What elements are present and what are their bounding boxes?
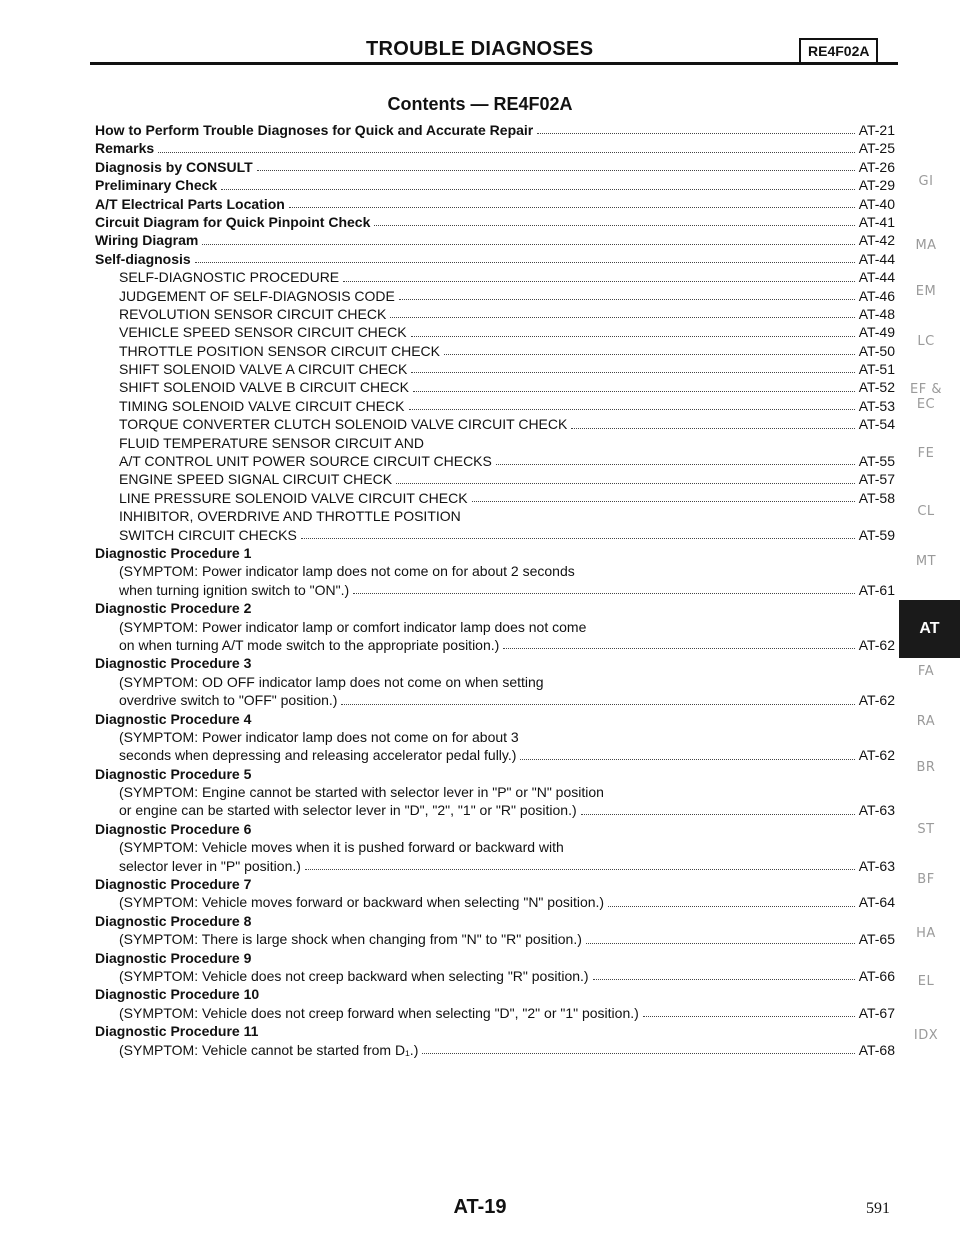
toc-entry[interactable] [95, 857, 895, 875]
dot-leader [593, 979, 855, 980]
toc-entry-page: AT-62 [858, 692, 895, 709]
toc-entry[interactable] [95, 213, 895, 231]
toc-entry-page: AT-21 [858, 121, 895, 138]
toc-entry-page: AT-65 [858, 931, 895, 948]
toc-entry-title: TIMING SOLENOID VALVE CIRCUIT CHECK [119, 397, 405, 414]
dot-leader [374, 225, 854, 226]
toc-entry[interactable] [95, 378, 895, 396]
dot-leader [301, 538, 855, 539]
toc-entry-title: LINE PRESSURE SOLENOID VALVE CIRCUIT CHECK [119, 489, 468, 506]
toc-entry-page: AT-50 [858, 342, 895, 359]
toc-entry-title: Circuit Diagram for Quick Pinpoint Check [95, 213, 371, 230]
toc-entry-title: (SYMPTOM: Power indicator lamp does not come on for about 3 [119, 728, 519, 745]
dot-leader [537, 133, 854, 134]
dot-leader [413, 391, 855, 392]
toc-entry-title: INHIBITOR, OVERDRIVE AND THROTTLE POSITION [119, 508, 461, 525]
toc-entry[interactable] [95, 1022, 895, 1040]
dot-leader [581, 814, 855, 815]
toc-entry-title: SWITCH CIRCUIT CHECKS [119, 526, 297, 543]
toc-entry-title: (SYMPTOM: Power indicator lamp or comfort indicator lamp does not come [119, 618, 587, 635]
toc-entry[interactable] [95, 489, 895, 507]
dot-leader [305, 869, 855, 870]
section-tab-at[interactable]: AT [899, 600, 960, 658]
toc-entry-title: Wiring Diagram [95, 232, 199, 249]
toc-entry[interactable] [95, 415, 895, 433]
dot-leader [257, 170, 855, 171]
dot-leader [586, 943, 855, 944]
toc-entry[interactable] [95, 526, 895, 544]
dot-leader [643, 1016, 855, 1017]
toc-entry[interactable] [95, 562, 895, 580]
toc-entry-title: on when turning A/T mode switch to the appropriate position.) [119, 636, 500, 653]
toc-entry-title: Diagnostic Procedure 10 [95, 986, 260, 1003]
section-tab[interactable]: CL [917, 504, 935, 519]
dot-leader [341, 704, 854, 705]
toc-entry-title: TORQUE CONVERTER CLUTCH SOLENOID VALVE CIRCUIT CHECK [119, 416, 568, 433]
toc-entry-title: or engine can be started with selector lever in "D", "2", "1" or "R" position.) [119, 802, 577, 819]
dot-leader [195, 262, 855, 263]
toc-entry[interactable] [95, 930, 895, 948]
section-tab[interactable]: MT [915, 554, 937, 569]
section-tab[interactable]: BF [917, 872, 935, 887]
toc-entry[interactable] [95, 893, 895, 911]
section-tab[interactable]: BR [916, 760, 936, 775]
toc-entry[interactable] [95, 305, 895, 323]
toc-entry[interactable] [95, 287, 895, 305]
dot-leader [409, 409, 855, 410]
toc-entry[interactable] [95, 949, 895, 967]
toc-entry[interactable] [95, 967, 895, 985]
dot-leader [353, 593, 855, 594]
table-of-contents [95, 121, 895, 1059]
toc-entry-page: AT-25 [858, 140, 895, 157]
dot-leader [472, 501, 855, 502]
section-tab[interactable]: ST [917, 822, 935, 837]
toc-entry-page: AT-62 [858, 747, 895, 764]
dot-leader [221, 189, 855, 190]
toc-entry-title: REVOLUTION SENSOR CIRCUIT CHECK [119, 305, 387, 322]
toc-entry[interactable] [95, 654, 895, 672]
toc-entry-title: Diagnostic Procedure 1 [95, 544, 252, 561]
toc-entry-title: Diagnostic Procedure 5 [95, 765, 252, 782]
dot-leader [608, 906, 855, 907]
toc-entry[interactable] [95, 434, 895, 452]
toc-entry[interactable] [95, 121, 895, 139]
toc-entry-title: selector lever in "P" position.) [119, 857, 301, 874]
toc-entry-title: SELF-DIAGNOSTIC PROCEDURE [119, 269, 340, 286]
toc-entry-page: AT-41 [858, 213, 895, 230]
dot-leader [422, 1053, 854, 1054]
dot-leader [571, 428, 854, 429]
toc-entry-title: FLUID TEMPERATURE SENSOR CIRCUIT AND [119, 434, 424, 451]
toc-entry[interactable] [95, 1004, 895, 1022]
toc-entry[interactable] [95, 673, 895, 691]
toc-entry-title: Diagnostic Procedure 9 [95, 949, 252, 966]
toc-entry[interactable] [95, 250, 895, 268]
toc-entry[interactable] [95, 765, 895, 783]
toc-entry-page: AT-61 [858, 581, 895, 598]
section-tab[interactable]: GI [918, 174, 934, 189]
toc-entry[interactable] [95, 397, 895, 415]
toc-entry[interactable] [95, 746, 895, 764]
toc-entry-page: AT-67 [858, 1004, 895, 1021]
toc-entry-title: seconds when depressing and releasing accelerator pedal fully.) [119, 747, 517, 764]
toc-entry[interactable] [95, 691, 895, 709]
toc-entry[interactable] [95, 618, 895, 636]
toc-entry[interactable] [95, 470, 895, 488]
contents-title: Contents — RE4F02A [387, 94, 573, 114]
toc-entry-page: AT-26 [858, 158, 895, 175]
toc-entry-title: SHIFT SOLENOID VALVE B CIRCUIT CHECK [119, 379, 409, 396]
toc-entry-title: JUDGEMENT OF SELF-DIAGNOSIS CODE [119, 287, 395, 304]
toc-entry[interactable] [95, 912, 895, 930]
toc-entry-page: AT-54 [858, 416, 895, 433]
toc-entry[interactable] [95, 599, 895, 617]
toc-entry-page: AT-29 [858, 177, 895, 194]
toc-entry-title: Diagnostic Procedure 6 [95, 820, 252, 837]
toc-entry-title: Self-diagnosis [95, 250, 191, 267]
toc-entry[interactable] [95, 710, 895, 728]
toc-entry-page: AT-46 [858, 287, 895, 304]
toc-entry[interactable] [95, 581, 895, 599]
dot-leader [503, 648, 854, 649]
toc-entry[interactable] [95, 636, 895, 654]
toc-entry-title: (SYMPTOM: Engine cannot be started with selector lever in "P" or "N" position [119, 784, 604, 801]
toc-entry-title: VEHICLE SPEED SENSOR CIRCUIT CHECK [119, 324, 407, 341]
toc-entry-page: AT-51 [858, 361, 895, 378]
section-tab[interactable]: EF & EC [910, 382, 942, 412]
toc-entry[interactable] [95, 176, 895, 194]
page-label: AT-19 [453, 1196, 507, 1218]
toc-entry-page: AT-68 [858, 1041, 895, 1058]
toc-entry-page: AT-52 [858, 379, 895, 396]
toc-entry-page: AT-62 [858, 636, 895, 653]
toc-entry-title: A/T Electrical Parts Location [95, 195, 285, 212]
toc-entry-title: (SYMPTOM: OD OFF indicator lamp does not come on when setting [119, 673, 544, 690]
toc-entry-title: (SYMPTOM: There is large shock when changing from "N" to "R" position.) [119, 931, 582, 948]
toc-entry-title: (SYMPTOM: Vehicle moves when it is pushed forward or backward with [119, 839, 564, 856]
toc-entry-page: AT-44 [858, 269, 895, 286]
dot-leader [399, 299, 855, 300]
toc-entry[interactable] [95, 360, 895, 378]
toc-entry-title: (SYMPTOM: Vehicle cannot be started from D₁.) [119, 1041, 419, 1058]
toc-entry-title: ENGINE SPEED SIGNAL CIRCUIT CHECK [119, 471, 393, 488]
toc-entry[interactable] [95, 875, 895, 893]
toc-entry-title: (SYMPTOM: Vehicle does not creep forward when selecting "D", "2" or "1" position.) [119, 1004, 639, 1021]
dot-leader [202, 244, 854, 245]
toc-entry[interactable] [95, 838, 895, 856]
toc-entry-page: AT-59 [858, 526, 895, 543]
toc-entry-page: AT-63 [858, 802, 895, 819]
toc-entry-title: Diagnostic Procedure 11 [95, 1023, 259, 1040]
toc-entry-title: Diagnostic Procedure 2 [95, 600, 252, 617]
toc-entry-title: Diagnostic Procedure 4 [95, 710, 252, 727]
dot-leader [390, 317, 854, 318]
dot-leader [444, 354, 855, 355]
toc-entry-page: AT-44 [858, 250, 895, 267]
toc-entry[interactable] [95, 452, 895, 470]
toc-entry[interactable] [95, 728, 895, 746]
toc-entry-title: Diagnostic Procedure 8 [95, 912, 252, 929]
toc-entry[interactable] [95, 195, 895, 213]
toc-entry[interactable] [95, 507, 895, 525]
toc-entry-title: overdrive switch to "OFF" position.) [119, 692, 338, 709]
toc-entry-page: AT-48 [858, 305, 895, 322]
toc-entry[interactable] [95, 158, 895, 176]
dot-leader [411, 372, 854, 373]
toc-entry-title: Diagnostic Procedure 7 [95, 876, 252, 893]
dot-leader [343, 281, 855, 282]
toc-entry-page: AT-53 [858, 397, 895, 414]
toc-entry[interactable] [95, 544, 895, 562]
header-rule [90, 62, 898, 65]
section-tab[interactable]: FA [917, 664, 935, 679]
section-tab[interactable]: EM [915, 284, 937, 299]
section-tab[interactable]: IDX [913, 1028, 939, 1043]
toc-entry[interactable] [95, 985, 895, 1003]
toc-entry-title: Diagnosis by CONSULT [95, 158, 253, 175]
toc-entry-page: AT-66 [858, 967, 895, 984]
section-tab[interactable]: HA [916, 926, 936, 941]
toc-entry-title: Diagnostic Procedure 3 [95, 655, 252, 672]
toc-entry[interactable] [95, 783, 895, 801]
toc-entry[interactable] [95, 323, 895, 341]
dot-leader [411, 336, 855, 337]
toc-entry-title: (SYMPTOM: Vehicle moves forward or backward when selecting "N" position.) [119, 894, 605, 911]
dot-leader [520, 759, 854, 760]
toc-entry[interactable] [95, 820, 895, 838]
toc-entry-title: Remarks [95, 140, 155, 157]
section-tab[interactable]: EL [917, 974, 935, 989]
section-tab[interactable]: MA [915, 238, 937, 253]
dot-leader [396, 483, 855, 484]
dot-leader [289, 207, 855, 208]
toc-entry[interactable] [95, 268, 895, 286]
dot-leader [158, 152, 855, 153]
section-tab[interactable]: RA [916, 714, 936, 729]
section-tab[interactable]: FE [917, 446, 935, 461]
toc-entry[interactable] [95, 139, 895, 157]
toc-entry[interactable] [95, 1041, 895, 1059]
toc-entry[interactable] [95, 231, 895, 249]
page-number: 591 [866, 1200, 890, 1217]
toc-entry-title: when turning ignition switch to "ON".) [119, 581, 350, 598]
toc-entry-page: AT-55 [858, 453, 895, 470]
dot-leader [496, 464, 855, 465]
toc-entry-page: AT-63 [858, 857, 895, 874]
toc-entry-title: A/T CONTROL UNIT POWER SOURCE CIRCUIT CHECKS [119, 453, 492, 470]
toc-entry-title: (SYMPTOM: Vehicle does not creep backward when selecting "R" position.) [119, 967, 589, 984]
toc-entry-title: How to Perform Trouble Diagnoses for Quick and Accurate Repair [95, 121, 534, 138]
toc-entry-page: AT-49 [858, 324, 895, 341]
section-tab[interactable]: LC [917, 334, 935, 349]
toc-entry-title: Preliminary Check [95, 177, 218, 194]
toc-entry-page: AT-42 [858, 232, 895, 249]
section-title: TROUBLE DIAGNOSES [366, 38, 594, 60]
toc-entry-title: SHIFT SOLENOID VALVE A CIRCUIT CHECK [119, 361, 408, 378]
toc-entry-page: AT-40 [858, 195, 895, 212]
toc-entry[interactable] [95, 801, 895, 819]
model-badge: RE4F02A [799, 38, 878, 64]
toc-entry-page: AT-58 [858, 489, 895, 506]
toc-entry-page: AT-57 [858, 471, 895, 488]
toc-entry[interactable] [95, 342, 895, 360]
toc-entry-title: THROTTLE POSITION SENSOR CIRCUIT CHECK [119, 342, 440, 359]
toc-entry-page: AT-64 [858, 894, 895, 911]
toc-entry-title: (SYMPTOM: Power indicator lamp does not come on for about 2 seconds [119, 563, 575, 580]
